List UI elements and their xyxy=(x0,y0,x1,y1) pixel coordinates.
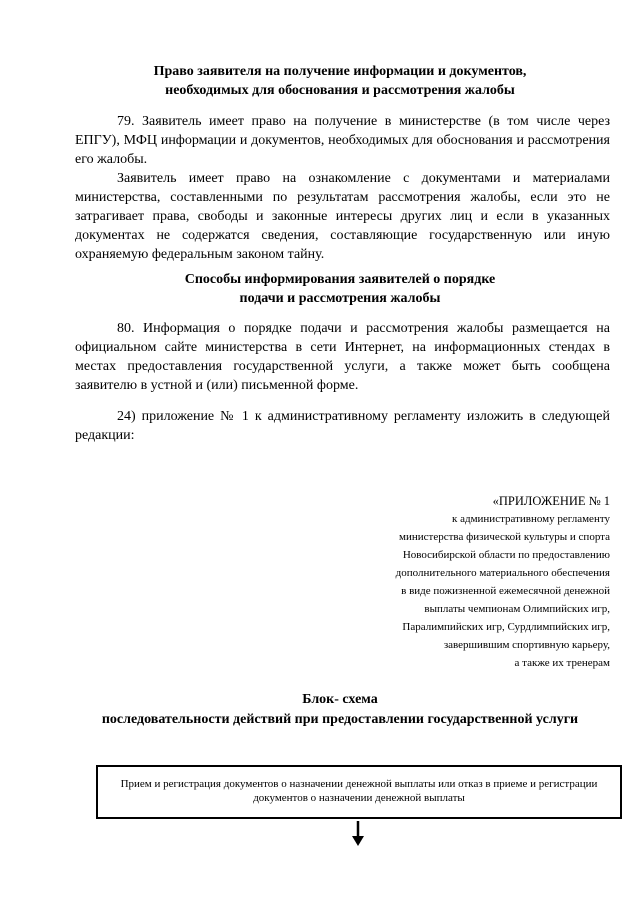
flowchart-title xyxy=(40,690,640,730)
appendix-line: выплаты чемпионам Олимпийских игр, xyxy=(424,603,610,615)
appendix-line: Новосибирской области по предоставлению xyxy=(402,549,610,561)
heading-line: необходимых для обоснования и рассмотрения жалобы xyxy=(165,83,515,98)
appendix-line: к административному регламенту xyxy=(452,513,610,525)
flowchart-step-box: Прием и регистрация документов о назначении денежной выплаты или отказ в приеме и регистрации документов о назначении денежной выплаты xyxy=(96,765,622,819)
section-heading-complaint-info-methods xyxy=(70,270,610,308)
appendix-line: Паралимпийских игр, Сурдлимпийских игр, xyxy=(402,621,610,633)
flowchart-subtitle-line: последовательности действий при предоставлении государственной услуги xyxy=(101,712,579,727)
paragraph-79: 79. Заявитель имеет право на получение в министерстве (в том числе через ЕПГУ), МФЦ информации и документов, необходимых для обоснования и рассмотрения его жалобы. xyxy=(75,114,610,167)
paragraph-80: 80. Информация о порядке подачи и рассмотрения жалобы размещается на официальном сайте министерства в сети Интернет, на информационных стендах в местах предоставления государственной услуги, а также может быть сообщена заявителю в устной и (или) письменной форме. xyxy=(75,321,610,393)
heading-line: подачи и рассмотрения жалобы xyxy=(239,291,441,306)
appendix-title: «ПРИЛОЖЕНИЕ № 1 xyxy=(492,494,610,508)
down-arrow-icon xyxy=(351,821,365,847)
appendix-header xyxy=(310,492,610,672)
appendix-line: министерства физической культуры и спорта xyxy=(399,531,610,543)
appendix-line: в виде пожизненной ежемесячной денежной xyxy=(401,585,610,597)
heading-line: Право заявителя на получение информации и документов, xyxy=(153,64,527,79)
section-heading-complaint-info-rights xyxy=(70,62,610,100)
paragraph-item-24: 24) приложение № 1 к административному регламенту изложить в следующей редакции: xyxy=(75,409,610,443)
flowchart-title-line: Блок- схема xyxy=(302,692,378,707)
appendix-line: дополнительного материального обеспечения xyxy=(395,567,610,579)
heading-line: Способы информирования заявителей о порядке xyxy=(184,272,496,287)
paragraph-review-rights: Заявитель имеет право на ознакомление с документами и материалами министерства, составленными по результатам рассмотрения жалобы, если это не затрагивает права, свободы и законные интересы других лиц и если в указанных документах не содержатся сведения, составляющие государственную или иную охраняемую федеральным законом тайну. xyxy=(75,171,610,262)
appendix-line: завершившим спортивную карьеру, xyxy=(443,639,610,651)
appendix-line: а также их тренерам xyxy=(514,657,610,669)
